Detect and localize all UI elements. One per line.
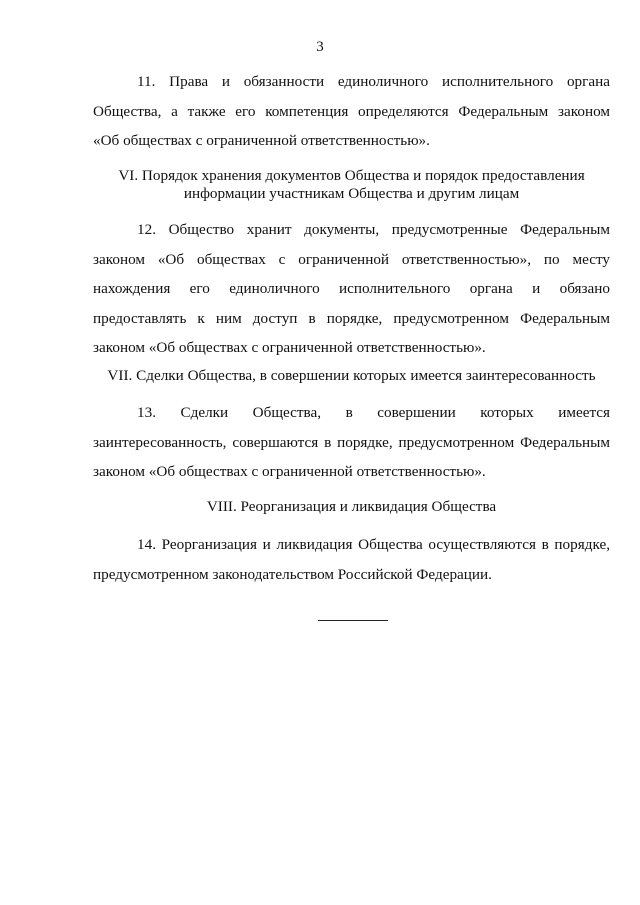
paragraph-line: заинтересованность, совершаются в порядке, предусмотренном Федеральным xyxy=(93,433,610,451)
paragraph-line: 12. Общество хранит документы, предусмотренные Федеральным xyxy=(137,221,610,238)
paragraph-line: предоставлять к ним доступ в порядке, предусмотренном Федеральным xyxy=(93,309,610,327)
paragraph-line: Общества, а также его компетенция определяются Федеральным законом xyxy=(93,102,610,120)
heading-line: VIII. Реорганизация и ликвидация Общества xyxy=(206,498,497,515)
heading-line: VII. Сделки Общества, в совершении которых имеется заинтересованность xyxy=(107,367,596,384)
paragraph-line: нахождения его единоличного исполнительного органа и обязано xyxy=(93,280,610,297)
paragraph-13 xyxy=(93,398,610,487)
section-heading-vi xyxy=(93,167,610,203)
paragraph-12 xyxy=(93,215,610,363)
paragraph-line: «Об обществах с ограниченной ответственностью». xyxy=(93,132,430,149)
paragraph-line: законом «Об обществах с ограниченной ответственностью», по месту xyxy=(93,250,610,268)
paragraph-line: 13. Сделки Общества, в совершении которых имеется xyxy=(137,404,610,421)
section-heading-viii xyxy=(93,498,610,516)
paragraph-line: предусмотренном законодательством Российской Федерации. xyxy=(93,565,492,583)
paragraph-line: законом «Об обществах с ограниченной ответственностью». xyxy=(93,339,486,356)
paragraph-14 xyxy=(93,530,610,589)
heading-line: VI. Порядок хранения документов Общества и порядок предоставления xyxy=(118,167,585,184)
heading-line: информации участникам Общества и другим лицам xyxy=(183,185,520,202)
paragraph-line: 11. Права и обязанности единоличного исполнительного органа xyxy=(137,73,610,90)
page-number: 3 xyxy=(316,39,324,55)
paragraph-11 xyxy=(93,67,610,156)
paragraph-line: 14. Реорганизация и ликвидация Общества осуществляются в порядке, xyxy=(137,536,610,553)
end-divider xyxy=(318,620,388,621)
paragraph-line: законом «Об обществах с ограниченной ответственностью». xyxy=(93,463,486,480)
section-heading-vii xyxy=(93,367,610,385)
